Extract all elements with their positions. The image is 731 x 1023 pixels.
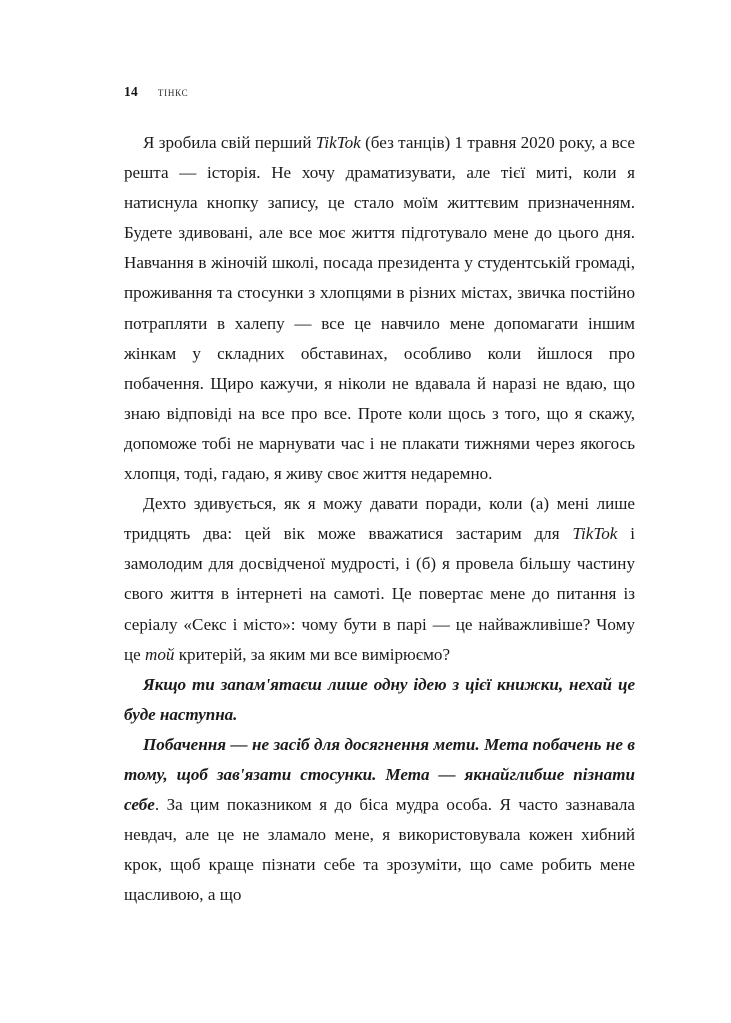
emphasis-italic: TikTok [572, 524, 618, 544]
paragraph [124, 128, 635, 489]
emphasis-italic: той [145, 644, 175, 664]
running-head [124, 84, 188, 100]
text-run: Я зробила свій перший [143, 133, 316, 152]
text-run: (без танців) 1 травня 2020 року, а все решта — історія. Не хочу драматизувати, але тієї миті, коли я натиснула кнопку запису, це стало моїм життєвим призначенням. Будете здивовані, але все моє життя підготувало мене до цього дня. Навчання в жіночій школі, посада президента у студентській громаді, проживання та стосунки з хлопцями в різних містах, звичка постійно потрапляти в халепу — все це навчило мене допомагати іншим жінкам у складних обставинах, особливо коли йшлося про побачення. Щиро кажучи, я ніколи не вдавала й наразі не вдаю, що знаю відповіді на все про все. Проте коли щось з того, що я скажу, допоможе тобі не марнувати час і не плакати тижнями через якогось хлопця, тоді, гадаю, я живу своє життя недаремно. [124, 133, 635, 484]
page-number: 14 [124, 84, 138, 99]
running-title: тінкс [157, 84, 189, 99]
emphasis-italic: TikTok [315, 133, 361, 152]
text-run: Якщо ти запам'ятаєш лише одну ідею з цієї книжки, нехай це буде наступна. [124, 674, 635, 724]
text-run: . За цим показником я до біса мудра особа. Я часто зазнавала невдач, але це не зламало мене, я використовувала кожен хибний крок, щоб краще пізнати себе та зрозуміти, що саме робить мене щасливою, а що [124, 795, 635, 905]
paragraph [124, 730, 635, 911]
paragraph-emphasis [124, 670, 635, 730]
text-run: Дехто здивується, як я можу давати поради, коли (а) мені лише тридцять два: цей вік може вважатися застарим для [124, 494, 635, 544]
emphasis-bold-italic: Побачення — не засіб для досягнення мети. Мета побачень не в тому, щоб зав'язати стосунки. Мета — якнайглибше пізнати себе [124, 734, 635, 815]
text-run: критерій, за яким ми все вимірюємо? [174, 644, 451, 664]
paragraph [124, 489, 635, 670]
body-text-block [124, 128, 635, 910]
text-run: і замолодим для досвідченої мудрості, і (б) я провела більшу частину свого життя в інтернеті на самоті. Це повертає мене до питання із серіалу «Секс і місто»: чому бути в парі — це найважливіше? Чому це [124, 524, 635, 664]
